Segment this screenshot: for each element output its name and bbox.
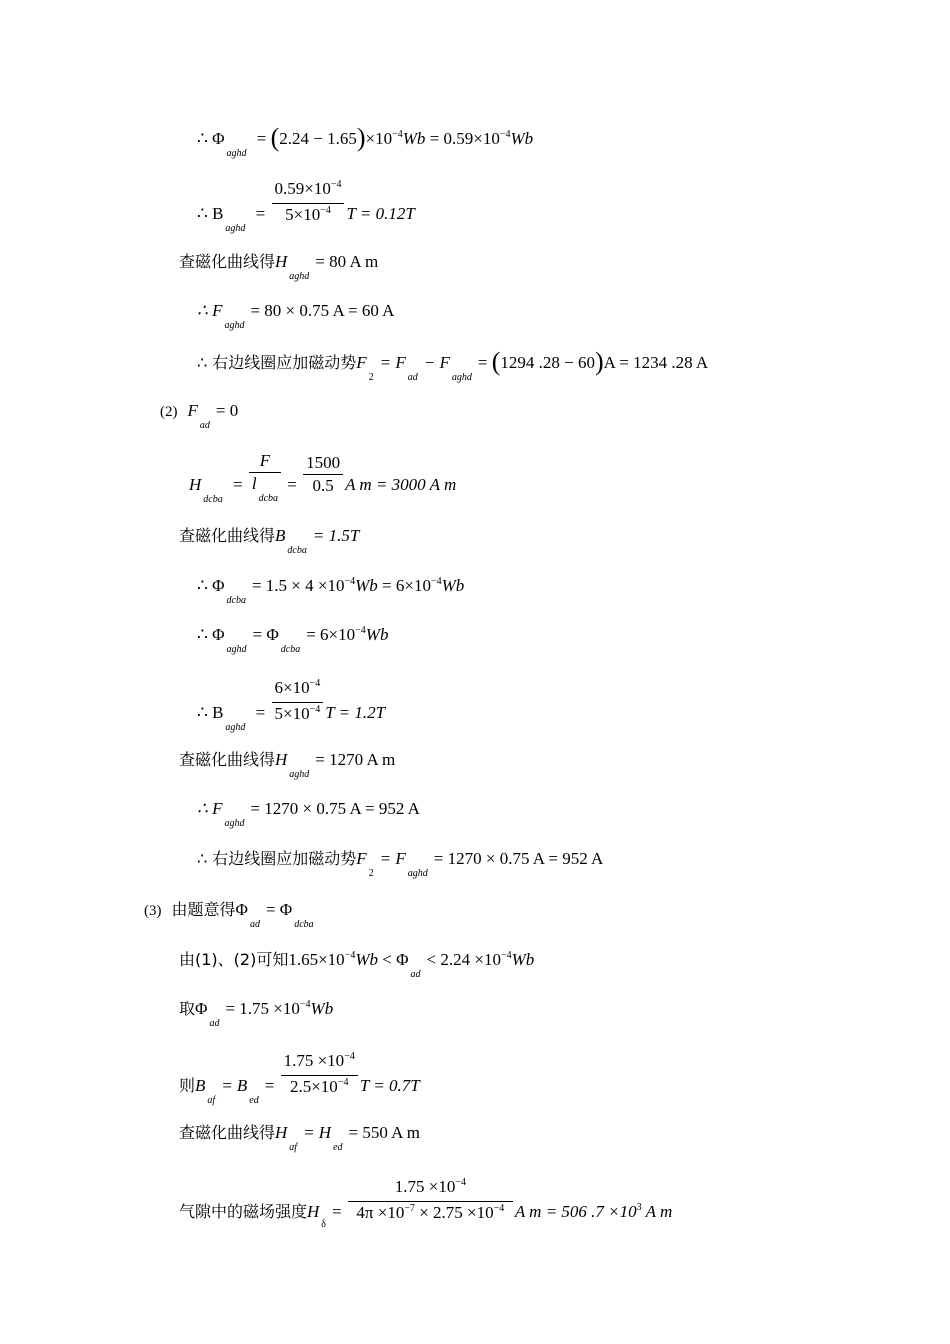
exponent: −4 [299,999,311,1010]
flux-ad: < Φ [378,950,409,969]
fraction [272,677,324,728]
b-ed: = B [221,1076,248,1096]
equals: = [264,1076,275,1096]
f-symbol: F [187,401,198,420]
numerator-text: 1.75 ×10 [394,1177,456,1196]
h-symbol: H [275,1123,288,1142]
equation-flux-aghd [197,123,534,159]
subscript: ad [249,919,260,930]
subscript: ad [410,969,421,980]
b-symbol: ∴ B [197,204,224,224]
numerator-text: 0.59×10 [274,179,331,198]
equation-b-dcba [179,526,360,556]
inequality-flux-ad [179,950,535,980]
result: = 0.59×10 [429,129,500,148]
fraction-values [303,452,343,497]
equals: = [477,353,488,372]
subscript: aghd [224,818,245,829]
equation-f-aghd-2 [197,799,420,829]
mmf-label: ∴ 右边线圈应加磁动势 [197,353,357,372]
exponent: −4 [430,576,442,587]
h-symbol: H [275,252,288,271]
exponent: −7 [404,1203,415,1214]
subscript: af [207,1095,216,1107]
subscript: ed [249,1095,259,1107]
subscript: dcba [203,493,223,505]
result: = 1270 × 0.75 A = 952 A [250,799,420,818]
subscript: ad [199,420,210,431]
flux-symbol: Φ [195,999,208,1018]
value: = 1.75 ×10 [225,999,300,1018]
exponent: −4 [309,678,321,689]
lookup-label: 查磁化曲线得 [179,750,276,769]
exponent: −4 [330,179,342,190]
exponent: −4 [337,1077,349,1088]
subscript: aghd [225,722,246,734]
result: T = 0.12T [346,204,415,224]
unit: Wb [355,950,378,969]
fraction [281,1050,358,1101]
equation-h-aghd [179,252,379,282]
expression: 1294 .28 − 60 [500,353,595,372]
f-symbol: F [356,849,367,868]
subscript: aghd [226,148,247,159]
numerator [281,1050,358,1076]
fraction [272,178,345,229]
subscript: ad [407,372,418,383]
exponent: 3 [636,1202,642,1214]
equals: = [256,129,267,148]
part-2-header [160,401,239,431]
part-number: (3) [144,903,162,919]
equation-f-aghd [197,301,395,331]
equals: = [255,204,266,224]
numerator: 1500 [303,452,343,475]
mmf-label: ∴ 右边线圈应加磁动势 [197,849,357,868]
equals: = [255,703,266,723]
f-aghd: = F [379,849,406,868]
exponent: −4 [309,704,321,715]
subscript: aghd [451,372,472,383]
flux-dcba: = Φ [265,900,293,919]
f-symbol: ∴ F [197,799,223,818]
denominator-text: 5×10 [285,205,321,224]
equals: = [287,474,297,494]
condition-label: 由题意得 [171,900,236,919]
subscript: dcba [280,644,301,655]
numerator-text: 6×10 [274,678,310,697]
exponent: −4 [355,625,366,636]
unit: Wb [510,129,534,148]
denominator-text: 4π ×10 [356,1203,405,1222]
result: = 80 A m [315,252,379,271]
f-ad: = F [379,353,406,372]
subscript: aghd [224,320,245,331]
equation-h-af-ed [179,1123,420,1153]
fraction-f-over-l [249,450,281,504]
result: A = 1234 .28 A [603,353,709,372]
lookup-label: 查磁化曲线得 [179,526,276,545]
lower-bound: 1.65×10 [288,950,345,969]
subscript: 2 [368,372,374,383]
lookup-label: 查磁化曲线得 [179,1123,276,1142]
subscript: aghd [226,644,247,655]
upper-bound: < 2.24 ×10 [426,950,501,969]
h-ed: = H [303,1123,332,1142]
f-symbol: ∴ F [197,301,223,320]
result: = 1.5T [312,526,360,545]
f-aghd: − F [423,353,450,372]
result: = 1270 A m [315,750,396,769]
equation-flux-dcba [197,576,465,606]
denominator-text: 5×10 [274,704,310,723]
exponent: −4 [493,1203,505,1214]
subscript: dcba [226,595,246,606]
choose-flux-ad [179,999,334,1029]
exponent: −4 [344,576,356,587]
equation-b-af-ed [179,1050,420,1107]
left-paren: ( [270,123,280,152]
part-number: (2) [160,404,178,420]
denominator [348,1202,513,1227]
subscript: aghd [225,223,246,235]
subscript: aghd [289,271,310,282]
denominator [272,703,324,728]
subscript: aghd [407,868,428,879]
flux-dcba: = Φ [252,625,279,644]
subscript: dcba [258,493,279,504]
unit: Wb [441,576,465,595]
exponent: −4 [344,1051,355,1062]
expression: = 1.5 × 4 ×10 [251,576,345,595]
equation-air-gap-h [179,1176,673,1231]
subscript: 2 [368,868,374,879]
result: T = 1.2T [325,703,386,723]
unit: A m [641,1202,673,1222]
subscript: aghd [289,769,310,780]
b-symbol: ∴ B [197,703,224,723]
flux-symbol: ∴ Φ [197,129,225,148]
flux-symbol: ∴ Φ [197,576,225,595]
exponent: −4 [455,1177,466,1188]
numerator-text: 1.75 ×10 [283,1051,345,1070]
unit: Wb [402,129,426,148]
equation-mmf-right-coil [197,347,709,383]
choose-label: 取 [179,999,196,1018]
subscript: af [289,1142,298,1153]
equation-mmf-right-coil-2 [197,849,604,879]
exponent: −4 [499,129,511,140]
denominator [272,204,345,229]
subscript: ed [333,1142,343,1153]
unit: Wb [310,999,334,1018]
exponent: −4 [320,205,331,216]
denominator-text-2: × 2.75 ×10 [414,1203,494,1222]
result: T = 0.7T [359,1076,420,1096]
right-paren: ) [356,123,366,152]
denominator: 0.5 [312,475,334,495]
equation-flux-equal [197,625,389,655]
flux-symbol: Φ [235,900,248,919]
equation-b-aghd-2 [197,677,386,734]
then-label: 则 [179,1076,196,1096]
left-paren: ( [491,347,501,376]
exponent: −4 [344,950,356,961]
denominator [281,1076,358,1101]
fraction [348,1176,513,1227]
result: A m = 3000 A m [345,474,457,494]
result: = 1270 × 0.75 A = 952 A [433,849,604,868]
denominator-text: 2.5×10 [289,1077,338,1096]
unit: Wb [355,576,378,595]
right-paren: ) [595,347,604,376]
air-gap-label: 气隙中的磁场强度 [179,1202,308,1222]
denominator [249,473,281,504]
b-symbol: B [275,526,286,545]
l-symbol: l [251,474,257,493]
subscript: dcba [294,919,314,930]
flux-symbol: ∴ Φ [197,625,225,644]
part-3-header [144,900,320,930]
result: = 6×10 [306,625,356,644]
expression: 2.24 − 1.65 [279,129,357,148]
subscript: dcba [287,545,307,556]
result: = 6×10 [377,576,431,595]
equals: = [232,474,243,494]
unit: Wb [511,950,535,969]
b-symbol: B [195,1076,206,1096]
h-symbol: H [275,750,288,769]
h-symbol: H [307,1202,320,1222]
subscript: δ [321,1219,327,1231]
equation-b-aghd [197,178,415,235]
exponent: −4 [500,950,512,961]
unit: Wb [365,625,389,644]
result: = 0 [215,401,239,420]
exponent: −4 [392,129,403,140]
h-symbol: H [189,474,202,494]
result: = 550 A m [348,1123,420,1142]
factor: ×10 [365,129,393,148]
subscript: ad [209,1018,220,1029]
f-symbol: F [356,353,367,372]
equation-h-dcba [189,450,457,505]
inequality-label: 由(1)、(2)可知 [179,950,289,969]
numerator [272,677,324,703]
result: A m = 506 .7 ×10 [514,1202,637,1222]
numerator: F [249,450,281,473]
equals: = [332,1202,342,1222]
result: = 80 × 0.75 A = 60 A [250,301,395,320]
numerator [348,1176,513,1202]
lookup-label: 查磁化曲线得 [179,252,276,271]
numerator [272,178,345,204]
equation-h-aghd-2 [179,750,396,780]
